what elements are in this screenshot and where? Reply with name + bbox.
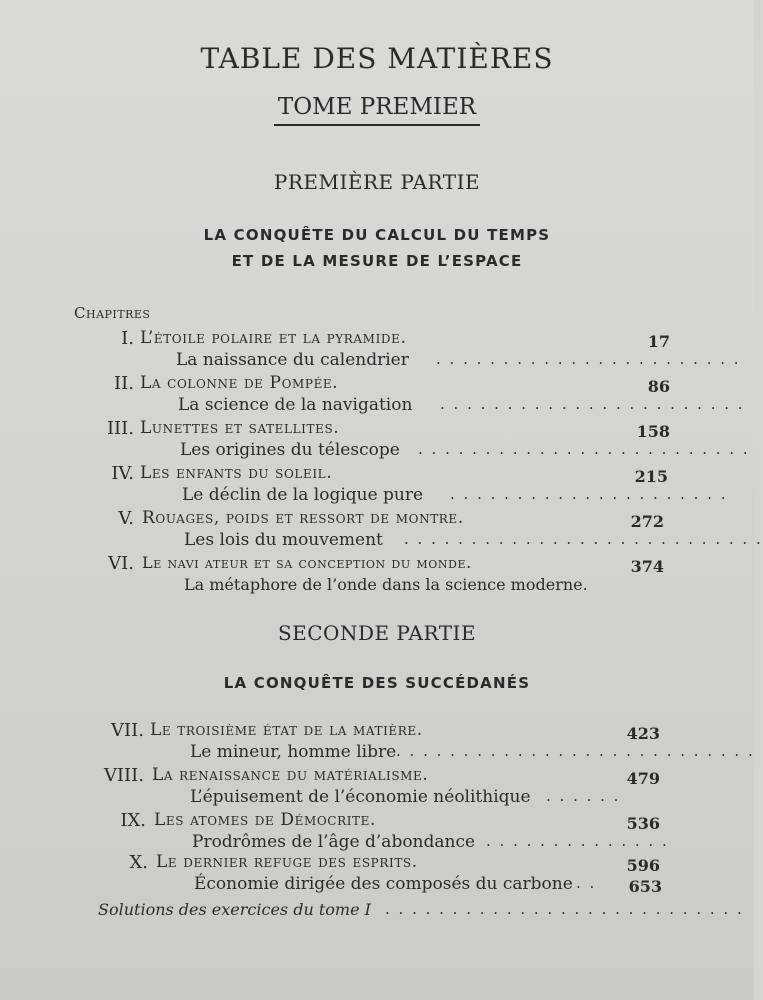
chapter-number: II.: [114, 373, 134, 394]
page-number: 86: [647, 377, 670, 396]
page-number: 374: [630, 557, 664, 576]
chapter-subtitle: La science de la navigation: [178, 395, 413, 415]
chapter-number: VIII.: [103, 765, 144, 786]
tome-heading-text: TOME PREMIER: [274, 94, 480, 126]
chapter-subtitle: Le déclin de la logique pure: [182, 485, 424, 505]
chapter-subtitle: Les lois du mouvement: [184, 530, 383, 550]
chapter-subtitle: Prodrômes de l’âge d’abondance: [192, 832, 476, 852]
chapter-title: L’étoile polaire et la pyramide.: [140, 328, 407, 348]
toc-entry[interactable]: [0, 418, 754, 466]
chapter-subtitle: L’épuisement de l’économie néolithique: [190, 787, 531, 807]
solutions-entry[interactable]: Solutions des exercices du tome I: [98, 900, 371, 919]
chapter-number: X.: [129, 852, 148, 873]
chapter-title: Le navi ateur et sa conception du monde.: [142, 553, 472, 572]
part2-title: SECONDE PARTIE: [277, 621, 477, 645]
leader-dots: . . . . . . . . . . . . . . . . . . . . . . . . . . .: [404, 530, 763, 548]
chapter-number: VII.: [111, 720, 144, 741]
page-number: 423: [626, 724, 660, 743]
chapter-title: La colonne de Pompée.: [140, 373, 339, 393]
part1-subtitle: [0, 222, 754, 274]
toc-entry[interactable]: [0, 720, 754, 768]
leader-dots: . . . . . . . . . . . . . .: [486, 832, 669, 850]
chapter-subtitle: Les origines du télescope: [180, 440, 400, 460]
page-number: 596: [626, 856, 660, 875]
chapter-title: Lunettes et satellites.: [140, 418, 340, 438]
chapter-title: Les enfants du soleil.: [140, 463, 333, 483]
page-title: TABLE DES MATIÈRES: [200, 42, 554, 75]
page-number: 653: [628, 877, 662, 896]
page-number: 536: [626, 814, 660, 833]
leader-dots: . . . . . . . . . . . . . . . . . . . . . . . . . . .: [396, 742, 755, 760]
leader-dots: . . . . . . . . . . . . . . . . . . . . . . .: [436, 350, 741, 368]
chapitres-label: Chapitres: [74, 304, 151, 322]
chapter-title: Le dernier refuge des esprits.: [156, 852, 418, 872]
leader-dots: . .: [576, 874, 597, 892]
tome-heading: [0, 94, 754, 126]
chapter-subtitle: Le mineur, homme libre: [190, 742, 397, 762]
toc-entry[interactable]: [0, 765, 754, 813]
chapter-subtitle: La métaphore de l’onde dans la science moderne.: [184, 575, 588, 594]
chapter-subtitle: La naissance du calendrier: [176, 350, 409, 370]
toc-entry[interactable]: [0, 508, 763, 556]
toc-entry[interactable]: [0, 463, 754, 511]
chapter-number: IX.: [120, 810, 146, 831]
chapter-number: III.: [106, 418, 134, 439]
part1-subtitle-line2: ET DE LA MESURE DE L’ESPACE: [231, 252, 523, 270]
chapter-title: La renaissance du matérialisme.: [152, 765, 429, 785]
chapter-number: V.: [118, 508, 134, 529]
chapter-number: VI.: [108, 553, 134, 574]
page-number: 272: [630, 512, 664, 531]
page-number: 17: [647, 332, 670, 351]
part2-subtitle: LA CONQUÊTE DES SUCCÉDANÉS: [223, 674, 531, 692]
toc-entry[interactable]: [0, 373, 754, 421]
chapter-title: Les atomes de Démocrite.: [154, 810, 377, 830]
chapter-title: Le troisième état de la matière.: [150, 720, 423, 740]
chapter-title: Rouages, poids et ressort de montre.: [142, 508, 464, 528]
toc-entry[interactable]: [0, 553, 754, 601]
leader-dots: . . . . . . . . . . . . . . . . . . . . . . . . .: [418, 440, 750, 458]
part1-title: PREMIÈRE PARTIE: [273, 170, 481, 194]
toc-entry[interactable]: [0, 328, 754, 376]
page-number: 158: [636, 422, 670, 441]
leader-dots: . . . . . . . . . . . . . . . . . . . . . . .: [440, 395, 745, 413]
page-number: 215: [634, 467, 668, 486]
leader-dots: . . . . . .: [546, 787, 621, 805]
leader-dots: . . . . . . . . . . . . . . . . . . . . . . . . . . .: [385, 900, 744, 918]
page-number: 479: [626, 769, 660, 788]
part1-subtitle-line1: LA CONQUÊTE DU CALCUL DU TEMPS: [203, 226, 551, 244]
chapter-number: IV.: [111, 463, 134, 484]
toc-entry[interactable]: [0, 810, 754, 858]
leader-dots: . . . . . . . . . . . . . . . . . . . . .: [450, 485, 728, 503]
chapter-subtitle: Économie dirigée des composés du carbone: [194, 874, 573, 894]
chapter-number: I.: [121, 328, 134, 349]
